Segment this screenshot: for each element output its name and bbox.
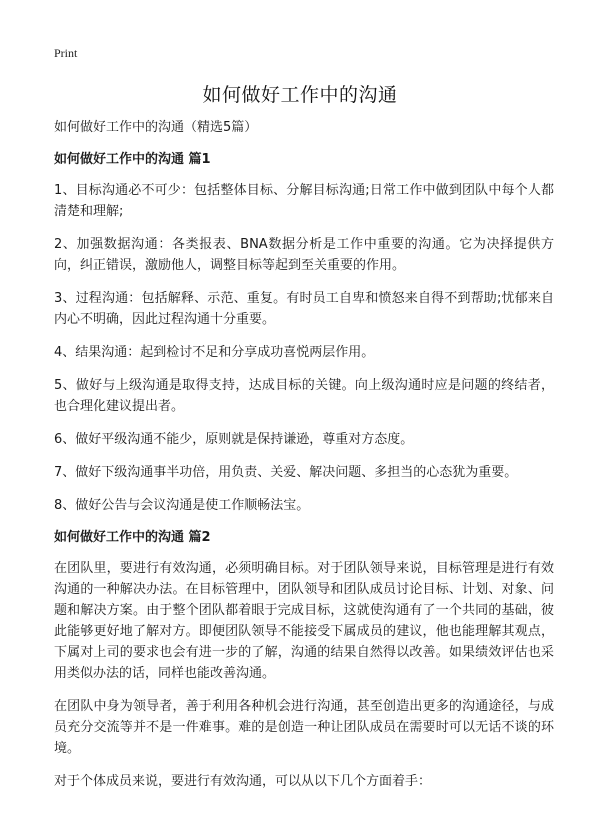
paragraph: 1、目标沟通必不可少：包括整体目标、分解目标沟通;日常工作中做到团队中每个人都清楚和理解; — [54, 183, 554, 219]
page-title: 如何做好工作中的沟通 — [202, 84, 398, 106]
document-subtitle: 如何做好工作中的沟通（精选5篇） — [54, 120, 258, 135]
paragraph: 8、做好公告与会议沟通是使工作顺畅法宝。 — [54, 498, 310, 513]
section-heading: 如何做好工作中的沟通 篇2 — [54, 530, 211, 545]
paragraph: 4、结果沟通：起到检讨不足和分享成功喜悦两层作用。 — [54, 345, 375, 360]
paragraph: 5、做好与上级沟通是取得支持，达成目标的关键。向上级沟通时应是问题的终结者，也合理化建议提出者。 — [54, 378, 554, 414]
paragraph: 2、加强数据沟通：各类报表、BNA数据分析是工作中重要的沟通。它为决择提供方向，纠正错误，激励他人，调整目标等起到至关重要的作用。 — [54, 237, 554, 273]
section-heading: 如何做好工作中的沟通 篇1 — [54, 152, 211, 167]
paragraph: 在团队里，要进行有效沟通，必须明确目标。对于团队领导来说，目标管理是进行有效沟通的一种解决办法。在目标管理中，团队领导和团队成员讨论目标、计划、对象、问题和解决方案。由于整个团队都着眼于完成目标，这就使沟通有了一个共同的基础，彼此能够更好地了解对方。即便团队领导不能接受下属成员的建议，他也能理解其观点，下属对上司的要求也会有进一步的了解，沟通的结果自然得以改善。如果绩效评估也采用类似办法的话，同样也能改善沟通。 — [54, 561, 554, 681]
document-body — [54, 118, 554, 792]
paragraph: 7、做好下级沟通事半功倍，用负责、关爱、解决问题、多担当的心态犹为重要。 — [54, 465, 518, 480]
section-1 — [54, 150, 554, 516]
print-label: Print — [54, 46, 78, 60]
section-2 — [54, 528, 554, 792]
paragraph: 在团队中身为领导者，善于利用各种机会进行沟通，甚至创造出更多的沟通途径，与成员充分交流等并不是一件难事。难的是创造一种让团队成员在需要时可以无话不谈的环境。 — [54, 699, 554, 756]
paragraph: 6、做好平级沟通不能少，原则就是保持谦逊，尊重对方态度。 — [54, 432, 414, 447]
paragraph: 3、过程沟通：包括解释、示范、重复。有时员工自卑和愤怒来自得不到帮助;忧郁来自内心不明确，因此过程沟通十分重要。 — [54, 291, 554, 327]
paragraph: 对于个体成员来说，要进行有效沟通，可以从以下几个方面着手： — [54, 774, 432, 789]
